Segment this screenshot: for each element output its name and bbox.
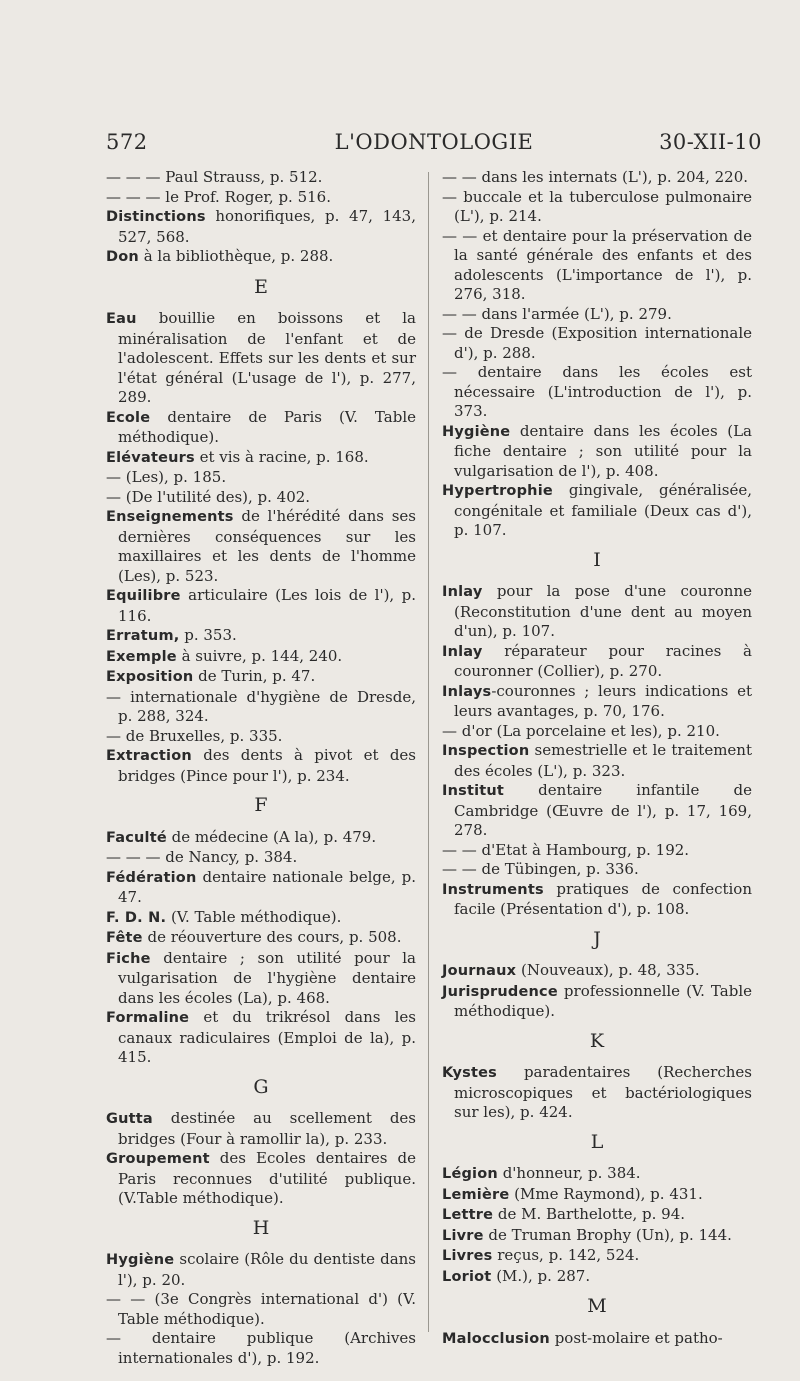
index-entry: [442, 582, 752, 642]
index-entry: [106, 488, 416, 508]
entry-text: — — et dentaire pour la préservation de la santé générale des enfants et des adolescents (L'importance de l'), p. 276, 318.: [442, 226, 752, 303]
index-entry: [442, 1185, 752, 1206]
entry-heading: Exemple: [106, 648, 177, 665]
index-entry: [442, 305, 752, 325]
journal-title: L'ODONTOLOGIE: [334, 130, 534, 154]
entry-text: et du trikrésol dans les canaux radiculaires (Emploi de la), p. 415.: [118, 1008, 416, 1066]
index-entry: [106, 688, 416, 727]
entry-heading: Fédération: [106, 869, 197, 886]
index-entry: [442, 682, 752, 722]
entry-text: (Nouveaux), p. 48, 335.: [516, 961, 700, 979]
entry-text: — — — Paul Strauss, p. 512.: [106, 168, 323, 186]
entry-text: des Ecoles dentaires de Paris reconnues d'utilité publique. (V.Table méthodique).: [118, 1149, 416, 1207]
entry-heading: Légion: [442, 1166, 498, 1182]
index-entry: [106, 1109, 416, 1149]
issue-date: 30-XII-10: [659, 130, 762, 154]
entry-heading: Elévateurs: [106, 449, 195, 466]
entry-heading: Eau: [106, 311, 137, 327]
column-divider: [428, 172, 429, 1332]
entry-text: — — d'Etat à Hambourg, p. 192.: [442, 840, 690, 859]
entry-heading: Inspection: [442, 743, 530, 759]
entry-text: — dentaire publique (Archives internationales d'), p. 192.: [106, 1329, 416, 1367]
index-entry: [442, 422, 752, 482]
index-entry: [442, 1063, 752, 1123]
entry-heading: Kystes: [442, 1065, 497, 1081]
index-entry: [442, 642, 752, 682]
index-entry: [442, 1329, 752, 1350]
entry-heading: Faculté: [106, 829, 167, 846]
entry-text: — — — de Nancy, p. 384.: [106, 848, 298, 866]
index-entry: [442, 1164, 752, 1185]
index-entry: [106, 207, 416, 247]
entry-heading: Inlays: [442, 683, 492, 700]
index-entry: [106, 828, 416, 849]
index-entry: [106, 746, 416, 786]
entry-heading: Livres: [442, 1248, 493, 1264]
index-entry: [442, 1226, 752, 1247]
entry-heading: Livre: [442, 1227, 484, 1244]
index-entry: [106, 667, 416, 688]
index-entry: [106, 247, 416, 268]
index-entry: [106, 848, 416, 868]
page-number: 572: [106, 130, 148, 154]
running-header: [106, 130, 762, 158]
section-letter: I: [593, 548, 601, 571]
entry-text: de réouverture des cours, p. 508.: [142, 928, 402, 946]
entry-heading: Fête: [106, 930, 143, 946]
entry-text: dentaire de Paris (V. Table méthodique).: [118, 407, 416, 446]
section-letter: H: [252, 1216, 270, 1239]
entry-text: — — de Tübingen, p. 336.: [442, 860, 639, 878]
index-entry: [442, 168, 752, 188]
entry-text: — (De l'utilité des), p. 402.: [106, 487, 311, 506]
entry-text: semestrielle et le traitement des écoles (L'), p. 323.: [454, 741, 752, 780]
index-entry: [442, 188, 752, 227]
index-entry: [442, 1246, 752, 1267]
index-entry: [106, 507, 416, 586]
index-entry: [106, 626, 416, 647]
entry-text: — dentaire dans les écoles est nécessaire (L'introduction de l'), p. 373.: [442, 363, 752, 420]
index-entry: [106, 448, 416, 469]
entry-text: scolaire (Rôle du dentiste dans l'), p. 20.: [118, 1250, 416, 1289]
entry-text: réparateur pour racines à couronner (Collier), p. 270.: [454, 641, 752, 680]
entry-text: (V. Table méthodique).: [166, 907, 342, 926]
entry-text: paradentaires (Recherches microscopiques et bactériologiques sur les), p. 424.: [454, 1063, 752, 1121]
index-entry: [106, 1250, 416, 1290]
entry-heading: Erratum,: [106, 628, 180, 644]
entry-text: dentaire infantile de Cambridge (Œuvre de l'), p. 17, 169, 278.: [454, 781, 752, 839]
entry-heading: Instruments: [442, 881, 544, 898]
entry-text: dentaire ; son utilité pour la vulgarisation de l'hygiène dentaire dans les écoles (La), p. 468.: [118, 948, 416, 1007]
index-entry: [442, 1267, 752, 1288]
entry-heading: Enseignements: [106, 509, 234, 525]
index-entry: [442, 1205, 752, 1226]
entry-text: de Truman Brophy (Un), p. 144.: [483, 1225, 732, 1244]
index-entry: [442, 324, 752, 363]
index-entry: [442, 781, 752, 841]
index-entry: [106, 647, 416, 668]
entry-heading: Hypertrophie: [442, 483, 553, 499]
index-entry: [442, 841, 752, 861]
entry-heading: F. D. N.: [106, 909, 167, 926]
index-column-left: [106, 168, 416, 1368]
entry-text: — de Dresde (Exposition internationale d'), p. 288.: [442, 324, 752, 362]
entry-text: — — dans les internats (L'), p. 204, 220.: [442, 168, 749, 186]
entry-text: articulaire (Les lois de l'), p. 116.: [118, 586, 416, 625]
entry-text: post-molaire et patho-: [549, 1328, 723, 1347]
index-entry: [442, 880, 752, 920]
section-letter: J: [593, 927, 601, 950]
entry-heading: Ecole: [106, 409, 151, 426]
entry-heading: Inlay: [442, 643, 483, 660]
entry-text: — — (3e Congrès international d') (V. Table méthodique).: [106, 1290, 416, 1328]
entry-text: dentaire nationale belge, p. 47.: [118, 867, 416, 906]
entry-text: pratiques de confection facile (Présentation d'), p. 108.: [454, 879, 752, 918]
entry-heading: Don: [106, 249, 139, 265]
index-entry: [106, 168, 416, 188]
entry-text: à suivre, p. 144, 240.: [176, 646, 343, 665]
entry-heading: Lettre: [442, 1207, 494, 1223]
entry-text: — de Bruxelles, p. 335.: [106, 726, 283, 745]
entry-text: dentaire dans les écoles (La fiche dentaire ; son utilité pour la vulgarisation de l'), p. 408.: [454, 421, 752, 480]
index-entry: [442, 982, 752, 1022]
entry-heading: Malocclusion: [442, 1330, 550, 1347]
index-entry: [442, 722, 752, 742]
entry-text: reçus, p. 142, 524.: [492, 1246, 640, 1264]
index-entry: [106, 1008, 416, 1068]
entry-text: — buccale et la tuberculose pulmonaire (L'), p. 214.: [442, 187, 752, 225]
index-entry: [106, 928, 416, 949]
index-entry: [106, 309, 416, 408]
entry-text: — internationale d'hygiène de Dresde, p. 288, 324.: [106, 687, 416, 725]
section-letter: M: [587, 1295, 607, 1317]
entry-text: à la bibliothèque, p. 288.: [138, 247, 334, 265]
entry-text: d'honneur, p. 384.: [497, 1164, 641, 1182]
entry-text: de médecine (A la), p. 479.: [166, 827, 377, 846]
entry-heading: Formaline: [106, 1010, 190, 1026]
entry-heading: Lemière: [442, 1186, 510, 1203]
entry-text: — d'or (La porcelaine et les), p. 210.: [442, 721, 720, 740]
entry-text: de l'hérédité dans ses dernières conséquences sur les maxillaires et les dents de l'homme (Les), p. 523.: [118, 507, 416, 585]
entry-text: pour la pose d'une couronne (Reconstitution d'une dent au moyen d'un), p. 107.: [454, 582, 752, 640]
entry-heading: Institut: [442, 783, 505, 799]
section-letter: L: [590, 1130, 604, 1153]
index-entry: [106, 1149, 416, 1209]
index-entry: [106, 188, 416, 208]
index-entry: [106, 468, 416, 488]
index-entry: [106, 1290, 416, 1329]
entry-text: destinée au scellement des bridges (Four à ramollir la), p. 233.: [118, 1109, 416, 1148]
entry-text: — (Les), p. 185.: [106, 468, 227, 486]
entry-heading: Jurisprudence: [442, 983, 558, 1000]
entry-heading: Inlay: [442, 584, 483, 600]
entry-heading: Extraction: [106, 748, 192, 764]
entry-text: honorifiques, p. 47, 143, 527, 568.: [118, 207, 416, 246]
index-entry: [442, 741, 752, 781]
entry-text: (Mme Raymond), p. 431.: [509, 1184, 703, 1203]
entry-text: gingivale, généralisée, congénitale et familiale (Deux cas d'), p. 107.: [454, 481, 752, 539]
entry-text: de Turin, p. 47.: [193, 667, 316, 685]
entry-text: — — — le Prof. Roger, p. 516.: [106, 187, 331, 206]
entry-heading: Loriot: [442, 1268, 492, 1285]
index-entry: [106, 586, 416, 626]
entry-heading: Groupement: [106, 1151, 210, 1167]
entry-heading: Equilibre: [106, 588, 181, 604]
entry-heading: Fiche: [106, 950, 151, 967]
index-entry: [106, 408, 416, 448]
index-entry: [106, 727, 416, 747]
section-letter: K: [589, 1029, 605, 1052]
index-entry: [442, 961, 752, 982]
index-entry: [442, 227, 752, 305]
index-entry: [442, 363, 752, 422]
index-column-right: [442, 168, 752, 1349]
index-entry: [442, 860, 752, 880]
section-letter: E: [254, 275, 268, 298]
entry-text: bouillie en boissons et la minéralisation de l'enfant et de l'adolescent. Effets sur les dents et sur l'état général (L'usage de l'), p. 277, 289.: [118, 309, 416, 406]
entry-text: professionnelle (V. Table méthodique).: [454, 981, 752, 1020]
entry-heading: Journaux: [442, 963, 517, 979]
entry-heading: Distinctions: [106, 209, 206, 225]
index-entry: [442, 481, 752, 541]
entry-text: et vis à racine, p. 168.: [194, 447, 369, 466]
entry-heading: Exposition: [106, 669, 194, 685]
entry-heading: Gutta: [106, 1111, 153, 1127]
index-entry: [106, 868, 416, 908]
entry-text: — — dans l'armée (L'), p. 279.: [442, 304, 672, 323]
entry-text: p. 353.: [179, 626, 237, 644]
index-entry: [106, 1329, 416, 1368]
entry-text: des dents à pivot et des bridges (Pince pour l'), p. 234.: [118, 746, 416, 785]
entry-text: (M.), p. 287.: [491, 1266, 591, 1285]
entry-text: -couronnes ; leurs indications et leurs avantages, p. 70, 176.: [454, 681, 752, 720]
section-letter: G: [253, 1075, 269, 1098]
entry-heading: Hygiène: [106, 1252, 175, 1268]
section-letter: F: [254, 794, 268, 816]
entry-text: de M. Barthelotte, p. 94.: [493, 1205, 686, 1223]
entry-heading: Hygiène: [442, 423, 511, 440]
index-entry: [106, 908, 416, 929]
index-entry: [106, 949, 416, 1009]
